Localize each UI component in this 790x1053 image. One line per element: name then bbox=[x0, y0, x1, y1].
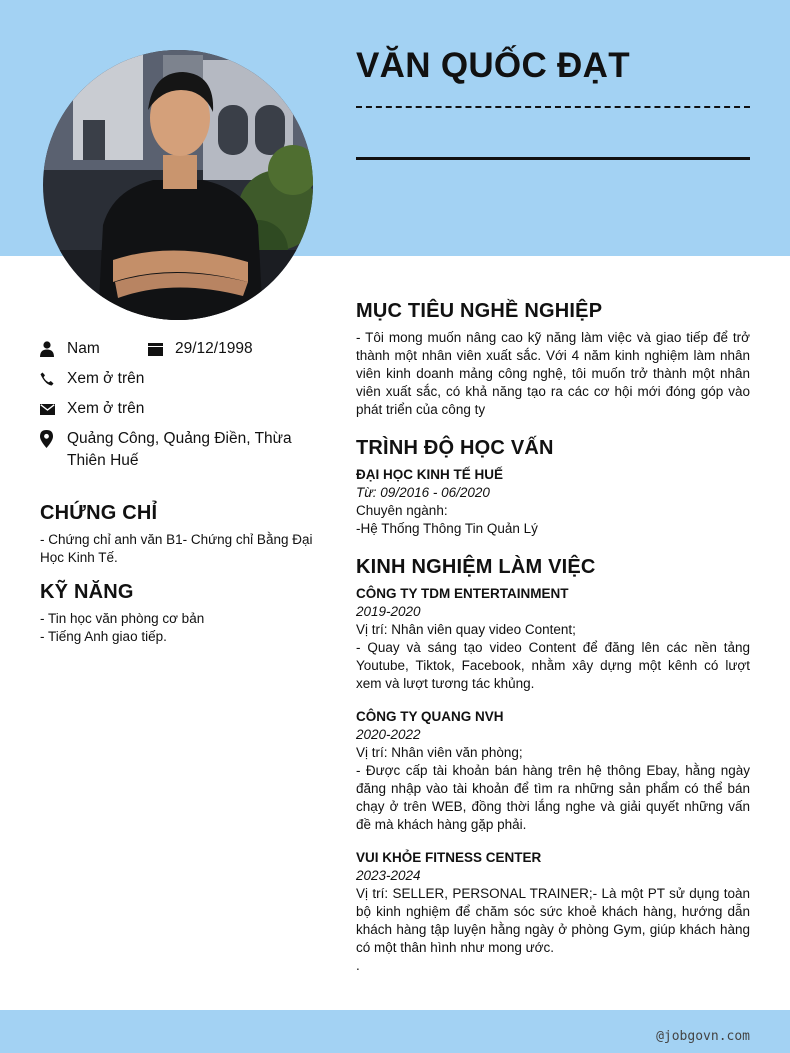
experience-heading: KINH NGHIỆM LÀM VIỆC bbox=[356, 556, 596, 578]
footer-watermark: @jobgovn.com bbox=[656, 1029, 750, 1044]
job-description: - Được cấp tài khoản bán hàng trên hệ thông Ebay, hằng ngày đăng nhập vào tài khoản để tìm ra những sản phẩm có thể bán chạy ở trên WEB, đồng thời lắng nghe và giải quyết những vấn đề mà khách hàng gặp phải. bbox=[356, 763, 750, 832]
profile-photo bbox=[43, 50, 313, 320]
job-company: VUI KHỎE FITNESS CENTER bbox=[356, 850, 542, 865]
person-icon bbox=[40, 338, 67, 360]
experience-section bbox=[356, 556, 750, 975]
certificates-heading: CHỨNG CHỈ bbox=[40, 502, 158, 524]
info-row-address bbox=[40, 428, 330, 472]
job-position: Vị trí: Nhân viên văn phòng; bbox=[356, 745, 523, 760]
job-period: 2023-2024 bbox=[356, 868, 421, 883]
job-period: 2019-2020 bbox=[356, 604, 421, 619]
education-period: Từ: 09/2016 - 06/2020 bbox=[356, 485, 490, 500]
skill-item: - Tiếng Anh giao tiếp. bbox=[40, 629, 167, 644]
gender-text: Nam bbox=[67, 340, 100, 357]
job-period: 2020-2022 bbox=[356, 727, 421, 742]
right-column bbox=[356, 300, 750, 989]
education-heading: TRÌNH ĐỘ HỌC VẤN bbox=[356, 437, 554, 459]
job-company: CÔNG TY TDM ENTERTAINMENT bbox=[356, 586, 569, 601]
certificates-text: - Chứng chỉ anh văn B1- Chứng chỉ Bằng Đại Học Kinh Tế. bbox=[40, 532, 313, 565]
address-text: Quảng Công, Quảng Điền, Thừa Thiên Huế bbox=[67, 430, 292, 469]
education-major: -Hệ Thống Thông Tin Quản Lý bbox=[356, 521, 538, 536]
education-major-label: Chuyên ngành: bbox=[356, 503, 448, 518]
info-row-gender-birthday bbox=[40, 338, 330, 360]
job-entry bbox=[356, 708, 750, 834]
objective-text: - Tôi mong muốn nâng cao kỹ năng làm việc và giao tiếp để trở thành một nhân viên xuất sắc. Với 4 năm kinh nghiệm làm nhân viên kinh doanh mảng công nghệ, tôi muốn trở thành một nhân viên xuất sắc, có khả năng tạo ra các cơ hội mới đóng góp vào phát triển của công ty bbox=[356, 330, 750, 417]
job-company: CÔNG TY QUANG NVH bbox=[356, 709, 504, 724]
skills-list bbox=[40, 610, 330, 646]
info-row-phone bbox=[40, 368, 330, 390]
education-school: ĐẠI HỌC KINH TẾ HUẾ bbox=[356, 467, 504, 482]
job-trailing-mark: . bbox=[356, 958, 360, 973]
job-description: Vị trí: SELLER, PERSONAL TRAINER;- Là một PT sử dụng toàn bộ kinh nghiệm để chăm sóc sức khoẻ khách hàng, hướng dẫn khách hàng tập luyện hằng ngày ở phòng Gym, giúp khách hàng có một thân hình như mong ước. bbox=[356, 886, 750, 955]
skills-heading: KỸ NĂNG bbox=[40, 581, 134, 603]
left-column bbox=[40, 338, 330, 646]
location-pin-icon bbox=[40, 428, 67, 450]
info-row-email bbox=[40, 398, 330, 420]
objective-heading: MỤC TIÊU NGHỀ NGHIỆP bbox=[356, 300, 603, 322]
birthday-text: 29/12/1998 bbox=[175, 340, 253, 357]
skill-item: - Tin học văn phòng cơ bản bbox=[40, 611, 205, 626]
mail-icon bbox=[40, 398, 67, 420]
candidate-name: VĂN QUỐC ĐẠT bbox=[356, 46, 630, 85]
phone-icon bbox=[40, 368, 67, 390]
job-description: - Quay và sáng tạo video Content để đăng lên các nền tảng Youtube, Tiktok, Facebook, nhằm xây dựng một kênh có lượt xem và lượt tương tác khủng. bbox=[356, 640, 750, 691]
email-text: Xem ở trên bbox=[67, 400, 145, 417]
objective-section bbox=[356, 300, 750, 419]
job-entry bbox=[356, 585, 750, 693]
job-position: Vị trí: Nhân viên quay video Content; bbox=[356, 622, 576, 637]
education-section bbox=[356, 437, 750, 538]
job-entry bbox=[356, 849, 750, 975]
phone-text: Xem ở trên bbox=[67, 370, 145, 387]
name-solid-divider bbox=[356, 157, 750, 160]
name-dashed-divider bbox=[356, 106, 750, 108]
calendar-icon bbox=[148, 338, 175, 360]
